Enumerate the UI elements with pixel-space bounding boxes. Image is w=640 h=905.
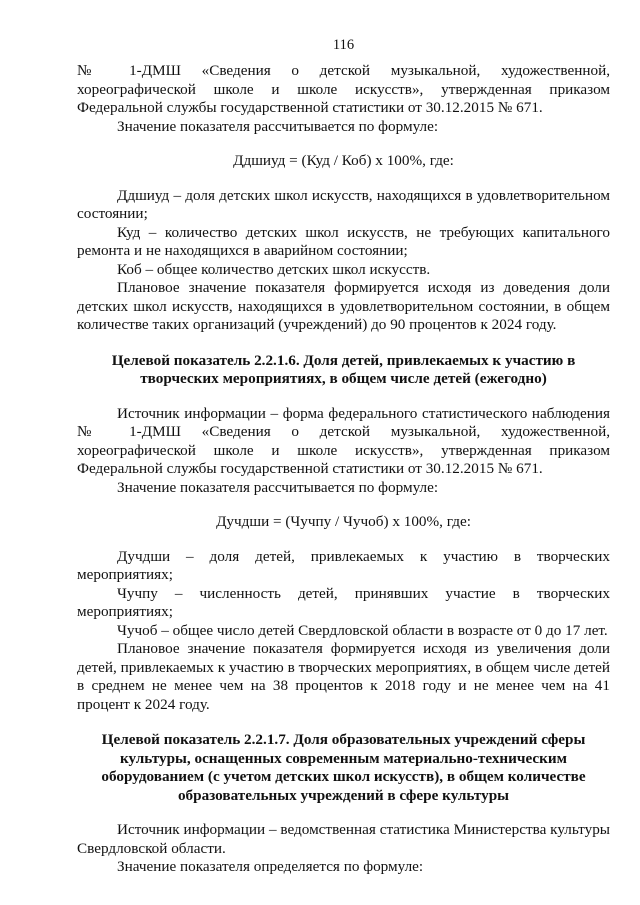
definition-ddshiud: Ддшиуд – доля детских школ искусств, находящихся в удовлетворительном состоянии;: [77, 186, 610, 222]
paragraph-source-continuation: № 1-ДМШ «Сведения о детской музыкальной, художественной, хореографической школе и школе искусств», утвержденная приказом Федеральной службы государственной статистики от 30.12.2015 № 671.: [77, 62, 610, 116]
formula-children: Дучдши = (Чучпу / Чучоб) х 100%, где:: [216, 513, 471, 530]
paragraph-planned-value-schools: Плановое значение показателя формируется исходя из доведения доли детских школ искусств, находящихся в удовлетворительном состоянии, в общем количестве таких организаций (учреждений) до 90 процентов к 2024 году.: [77, 279, 610, 333]
paragraph-formula-intro-3: Значение показателя определяется по формуле:: [117, 858, 424, 875]
formula-schools: Ддшиуд = (Куд / Коб) х 100%, где:: [233, 152, 454, 169]
definition-kob: Коб – общее количество детских школ искусств.: [117, 260, 431, 278]
paragraph-source-info-2-2-1-6: Источник информации – форма федерального статистического наблюдения № 1-ДМШ «Сведения о детской музыкальной, художественной, хореографической школе и школе искусств», утвержденная приказом Федеральной службы государственной статистики от 30.12.2015 № 671.: [77, 404, 610, 477]
definition-kud: Куд – количество детских школ искусств, не требующих капитального ремонта и не находящихся в аварийном состоянии;: [77, 223, 610, 259]
definition-chuchpu: Чучпу – численность детей, принявших участие в творческих мероприятиях;: [77, 584, 610, 620]
page-number: 116: [332, 37, 355, 53]
paragraph-formula-intro-2: Значение показателя рассчитывается по формуле:: [117, 478, 439, 496]
heading-indicator-2-2-1-6: Целевой показатель 2.2.1.6. Доля детей, привлекаемых к участию в творческих мероприятиях, в общем числе детей (ежегодно): [111, 351, 576, 387]
paragraph-source-info-2-2-1-7: Источник информации – ведомственная статистика Министерства культуры Свердловской области.: [77, 821, 610, 857]
heading-indicator-2-2-1-7: Целевой показатель 2.2.1.7. Доля образовательных учреждений сферы культуры, оснащенных современным материально-техническим оборудованием (с учетом детских школ искусств), в общем количестве образовательных учреждений в сфере культуры: [101, 731, 586, 804]
paragraph-planned-value-children: Плановое значение показателя формируется исходя из увеличения доли детей, привлекаемых к участию в творческих мероприятиях, в общем числе детей в среднем не менее чем на 38 процентов к 2018 году и не менее чем на 41 процент к 2024 году.: [77, 640, 610, 713]
definition-chuchob: Чучоб – общее число детей Свердловской области в возрасте от 0 до 17 лет.: [117, 621, 608, 639]
paragraph-formula-intro: Значение показателя рассчитывается по формуле:: [117, 117, 439, 135]
definition-duchdshi: Дучдши – доля детей, привлекаемых к участию в творческих мероприятиях;: [77, 547, 610, 583]
